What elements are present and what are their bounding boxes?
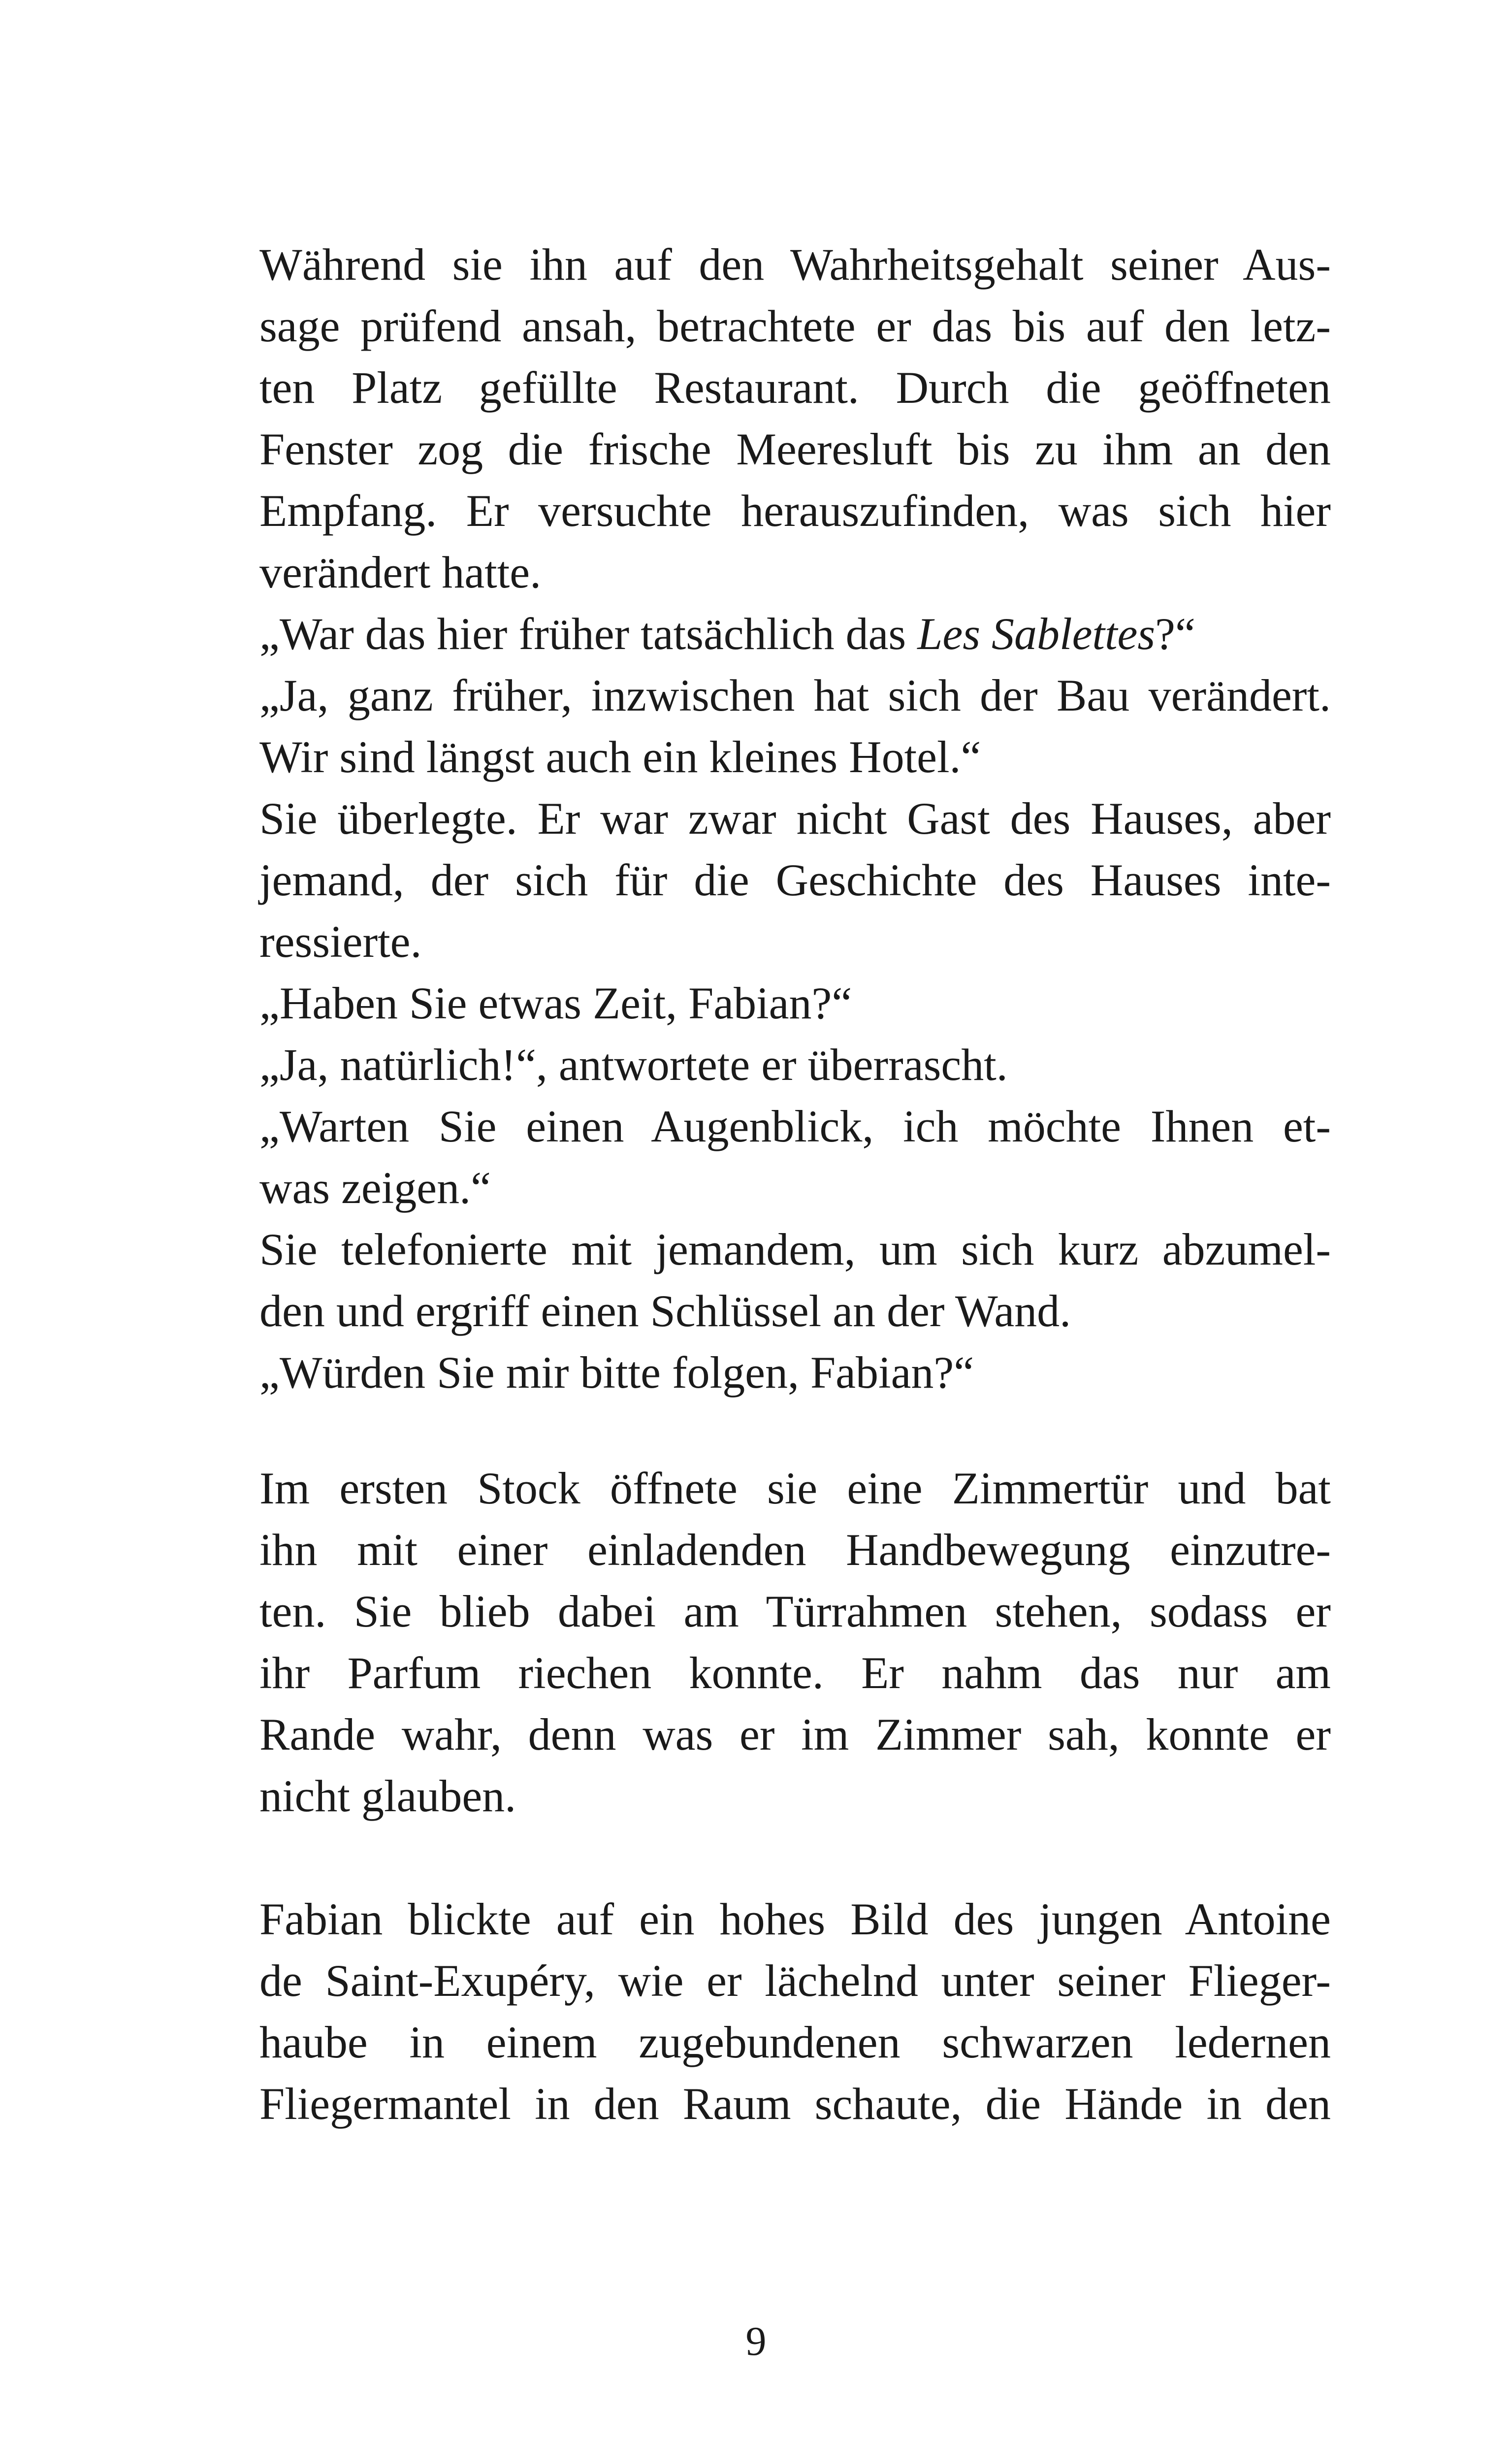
text-line: Empfang. Er versuchte herauszufinden, was sich hier [259, 486, 1331, 536]
paragraph [259, 234, 1331, 603]
dialog-line: Wir sind längst auch ein kleines Hotel.“ [259, 732, 981, 782]
dialog-text: „War das hier früher tatsächlich das [259, 609, 918, 659]
text-block-paragraph-5 [259, 1889, 1331, 2135]
text-line: den und ergriff einen Schlüssel an der Wand. [259, 1286, 1071, 1336]
paragraph [259, 788, 1331, 973]
text-line: Fabian blickte auf ein hohes Bild des jungen Antoine [259, 1894, 1331, 1944]
dialog-line: „Haben Sie etwas Zeit, Fabian?“ [259, 978, 852, 1028]
text-line: haube in einem zugebundenen schwarzen ledernen [259, 2017, 1331, 2067]
text-line: Im ersten Stock öffnete sie eine Zimmertür und bat [259, 1463, 1331, 1513]
text-line: verändert hatte. [259, 547, 542, 597]
text-line: ten. Sie blieb dabei am Türrahmen stehen, sodass er [259, 1586, 1331, 1636]
text-line: ihn mit einer einladenden Handbewegung einzutre- [259, 1525, 1331, 1575]
dialog-line: „Warten Sie einen Augenblick, ich möchte Ihnen et- [259, 1101, 1331, 1151]
dialog [259, 1096, 1331, 1219]
text-line: de Saint-Exupéry, wie er lächelnd unter seiner Flieger- [259, 1955, 1331, 2006]
text-block-paragraph-4 [259, 1458, 1331, 1827]
dialog-line: „Ja, natürlich!“, antwortete er überrascht. [259, 1040, 1008, 1090]
text-line: nicht glauben. [259, 1771, 516, 1821]
text-line: ten Platz gefüllte Restaurant. Durch die geöffneten [259, 362, 1331, 413]
text-line: sage prüfend ansah, betrachtete er das bis auf den letz- [259, 301, 1331, 351]
dialog-line: „Würden Sie mir bitte folgen, Fabian?“ [259, 1347, 974, 1398]
text-block-main [259, 234, 1331, 1403]
dialog-text: ?“ [1155, 609, 1195, 659]
text-line: Fenster zog die frische Meeresluft bis zu ihm an den [259, 424, 1331, 474]
dialog-line: „Ja, ganz früher, inzwischen hat sich der Bau verändert. [259, 670, 1331, 720]
text-line: Sie überlegte. Er war zwar nicht Gast des Hauses, aber [259, 793, 1331, 844]
italic-title: Les Sablettes [917, 609, 1156, 659]
text-line: ihr Parfum riechen konnte. Er nahm das nur am [259, 1648, 1331, 1698]
text-line: Fliegermantel in den Raum schaute, die Hände in den [259, 2079, 1331, 2129]
text-line: ressierte. [259, 916, 422, 967]
paragraph [259, 1219, 1331, 1342]
text-line: jemand, der sich für die Geschichte des Hauses inte- [259, 855, 1331, 905]
text-line: Sie telefonierte mit jemandem, um sich kurz abzumel- [259, 1224, 1331, 1274]
dialog-line: was zeigen.“ [259, 1163, 491, 1213]
dialog-line [259, 603, 1331, 665]
text-line: Während sie ihn auf den Wahrheitsgehalt seiner Aus- [259, 239, 1331, 290]
page-number: 9 [745, 2318, 767, 2364]
text-line: Rande wahr, denn was er im Zimmer sah, konnte er [259, 1709, 1331, 1759]
dialog [259, 665, 1331, 788]
